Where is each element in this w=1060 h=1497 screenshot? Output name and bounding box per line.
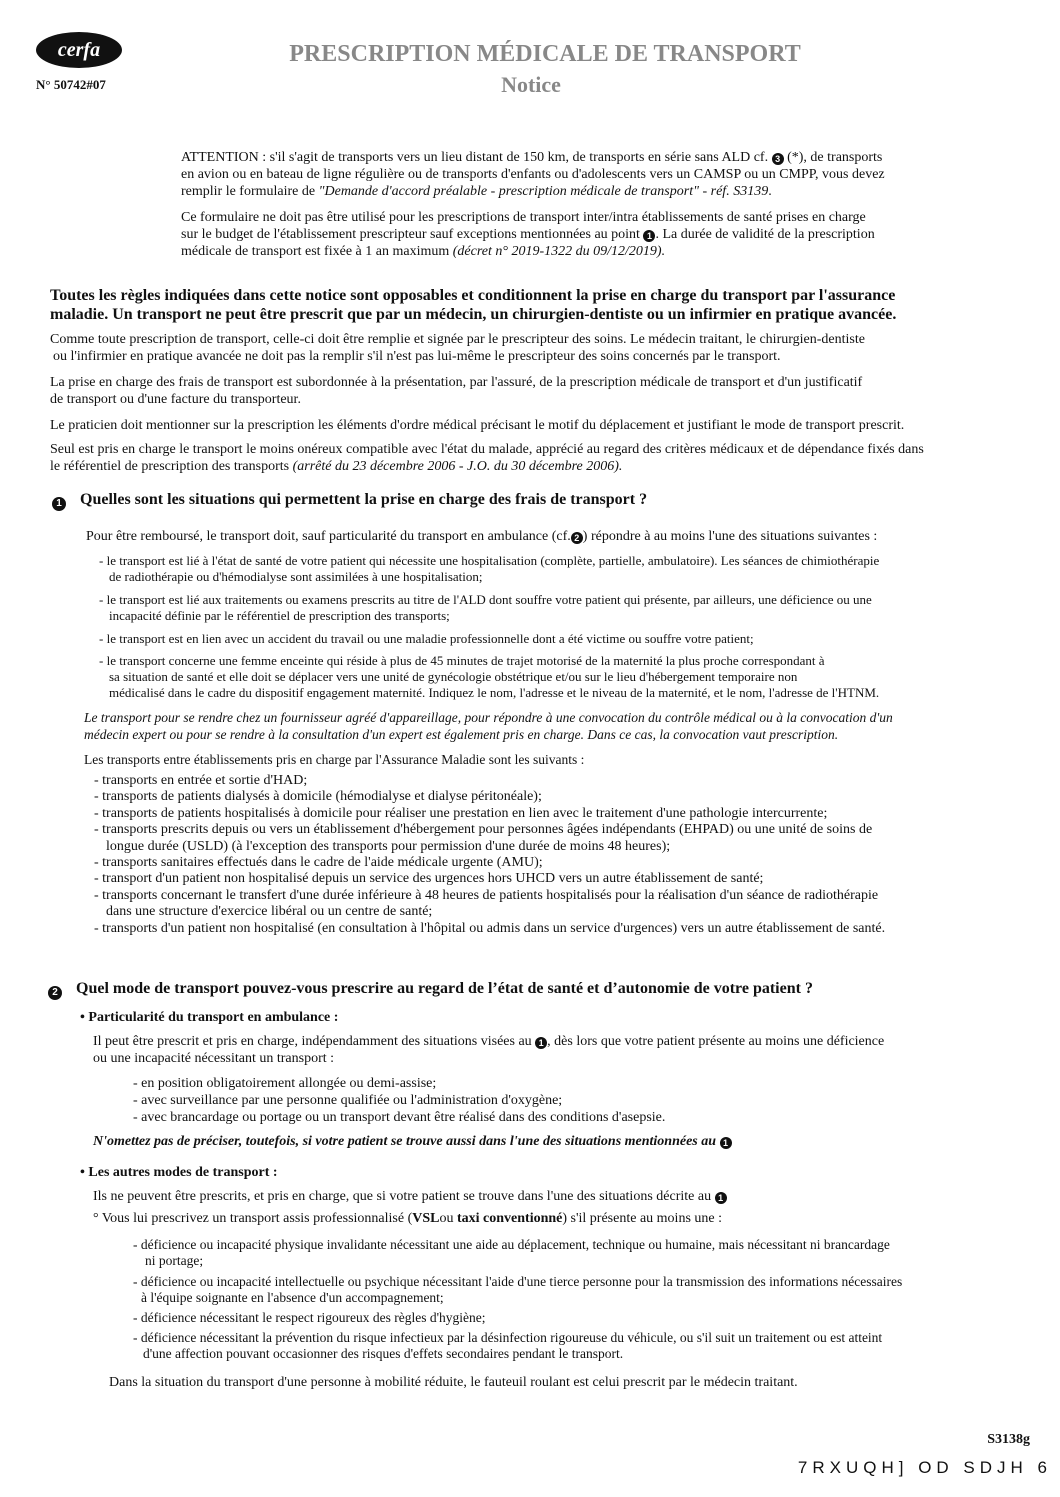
- form-reference-code: S3138g: [987, 1432, 1030, 1447]
- rules-text: le référentiel de prescription des transports: [50, 459, 290, 474]
- rules-text: Le praticien doit mentionner sur la prescription les éléments d'ordre médical précisant le motif du déplacement et justifiant le mode de transport prescrit.: [50, 418, 905, 433]
- ambulance-text: Il peut être prescrit et pris en charge, indépendamment des situations visées au: [93, 1034, 532, 1049]
- section-1-intro: [86, 528, 1036, 545]
- cerfa-number: N° 50742#07: [36, 77, 106, 92]
- rules-text: Seul est pris en charge le transport le moins onéreux compatible avec l'état du malade, apprécié au regard des critères médicaux et de dépendance fixés dans: [50, 442, 924, 457]
- other-modes-text: ou: [439, 1211, 454, 1226]
- attention-text: (*), de transports: [787, 150, 883, 165]
- rules-paragraph-3: [50, 417, 1040, 434]
- marker-2-icon: 2: [571, 532, 583, 544]
- list-item: - déficience nécessitant le respect rigoureux des règles d'hygiène;: [133, 1310, 486, 1325]
- bullet-icon: •: [80, 1010, 85, 1025]
- list-item: - avec surveillance par une personne qualifiée ou l'administration d'oxygène;: [133, 1093, 563, 1108]
- wheelchair-note: Dans la situation du transport d'une personne à mobilité réduite, le fauteuil roulant est celui prescrit par le médecin traitant.: [109, 1375, 798, 1390]
- list-item: - transports d'un patient non hospitalisé (en consultation à l'hôpital ou admis dans un service d'urgences) vers un autre établissement de santé.: [94, 920, 886, 936]
- list-item: - en position obligatoirement allongée ou demi-assise;: [133, 1076, 437, 1091]
- decree-reference: (décret n° 2019-1322 du 09/12/2019).: [452, 244, 666, 259]
- taxi-label: taxi conventionné: [457, 1211, 563, 1226]
- section-1-title: Quelles sont les situations qui permettent la prise en charge des frais de transport ?: [80, 491, 648, 508]
- list-item: incapacité définie par le référentiel de prescription des transports;: [109, 608, 450, 623]
- form-usage-text: sur le budget de l'établissement prescripteur sauf exceptions mentionnées au point: [181, 227, 640, 242]
- ambulance-list: [133, 1075, 1033, 1126]
- between-establishments-list: [94, 773, 1014, 937]
- list-item: - le transport concerne une femme enceinte qui réside à plus de 45 minutes de trajet motorisé de la maternité la plus proche correspondant à: [99, 653, 825, 668]
- marker-3-icon: 3: [772, 153, 784, 165]
- rules-text: Comme toute prescription de transport, celle-ci doit être remplie et signée par le prescripteur des soins. Le médecin traitant, le chirurgien-dentiste: [50, 332, 865, 347]
- section-2-heading: [48, 981, 1048, 1000]
- list-item: sa situation de santé et elle doit se déplacer vers une unité de gynécologie obstétrique et/ou sur le lieu d'hébergement temporaire non: [109, 669, 798, 684]
- other-modes-text: Ils ne peuvent être prescrits, et pris en charge, que si votre patient se trouve dans l'une des situations décrite au: [93, 1189, 712, 1204]
- deficiency-list: [133, 1237, 1013, 1362]
- attention-text: en avion ou en bateau de ligne régulière ou de transports d'enfants ou d'adolescents vers un CAMSP ou un CMPP, vous devez: [181, 167, 885, 182]
- bullet-icon: •: [80, 1165, 85, 1180]
- cerfa-logo: cerfa: [36, 32, 122, 68]
- attention-text: ATTENTION : s'il s'agit de transports vers un lieu distant de 150 km, de transports en série sans ALD cf.: [181, 150, 769, 165]
- list-item: - transports de patients hospitalisés à domicile pour réaliser une prestation en lien avec le traitement d'une pathologie intercurrente;: [94, 805, 828, 821]
- ambulance-heading: [80, 1010, 980, 1026]
- list-item: - déficience ou incapacité physique invalidante nécessitant une aide au déplacement, technique ou humaine, mais nécessitant ni brancardage: [133, 1237, 890, 1252]
- section-1-number-icon: 1: [52, 497, 66, 511]
- ambulance-text: ou une incapacité nécessitant un transport :: [93, 1051, 335, 1066]
- list-item: - transport d'un patient non hospitalisé depuis un service des urgences hors UHCD vers un autre établissement de santé;: [94, 871, 764, 887]
- form-usage-text: médicale de transport est fixée à 1 an maximum: [181, 244, 450, 259]
- situations-list: [99, 553, 1019, 701]
- section-2-number-icon: 2: [48, 986, 62, 1000]
- marker-1-icon: 1: [535, 1037, 547, 1049]
- ambulance-description: [93, 1033, 1033, 1067]
- list-item: - transports sanitaires effectués dans le cadre de l'aide médicale urgente (AMU);: [94, 855, 543, 871]
- rules-paragraph-4: [50, 441, 1040, 475]
- between-establishments-intro: Les transports entre établissements pris en charge par l'Assurance Maladie sont les suivants :: [84, 752, 585, 767]
- list-item: médicalisé dans le cadre du dispositif engagement maternité. Indiquez le nom, l'adresse et le niveau de la maternité, et le nom, l'adresse de l'HTNM.: [109, 685, 880, 700]
- section-1-intro-text: ) répondre à au moins l'une des situations suivantes :: [582, 529, 878, 544]
- section-2-title: Quel mode de transport pouvez-vous prescrire au regard de l’état de santé et d’autonomie de votre patient ?: [76, 980, 813, 997]
- attention-paragraph: [181, 149, 1001, 200]
- list-item: - transports prescrits depuis ou vers un établissement d'hébergement pour personnes âgées indépendants (EHPAD) ou une unité de soins de: [94, 822, 873, 838]
- other-modes-text: ) s'il présente au moins une :: [562, 1211, 722, 1226]
- list-item: - le transport est lié à l'état de santé de votre patient qui nécessite une hospitalisation (complète, partielle, ambulatoire). Les séances de chimiothérapie: [99, 553, 880, 568]
- section-1-intro-text: Pour être remboursé, le transport doit, sauf particularité du transport en ambulance (cf.: [86, 529, 571, 544]
- attention-text: .: [768, 184, 772, 199]
- list-item: longue durée (USLD) (à l'exception des transports pour permission d'une durée de moins 48 heures);: [106, 838, 671, 854]
- section-1-italic-note: [84, 709, 1034, 743]
- ambulance-note: [93, 1134, 1033, 1150]
- ambulance-text: , dès lors que votre patient présente au moins une déficience: [547, 1034, 885, 1049]
- list-item: - transports concernant le transfert d'une durée inférieure à 48 heures de patients hospitalisés pour la réalisation d'un séance de radiothérapie: [94, 887, 879, 903]
- form-usage-paragraph: [181, 209, 1001, 260]
- other-modes-text: ° Vous lui prescrivez un transport assis professionnalisé (: [93, 1211, 413, 1226]
- marker-1-icon: 1: [715, 1192, 727, 1204]
- list-item: de radiothérapie ou d'hémodialyse sont assimilées à une hospitalisation;: [109, 569, 483, 584]
- form-reference: "Demande d'accord préalable - prescription médicale de transport" - réf. S3139: [318, 184, 769, 199]
- italic-note-line: médecin expert ou pour se rendre à la consultation d'un expert est également pris en charge. Dans ce cas, la convocation vaut prescription.: [84, 727, 839, 742]
- ambulance-heading-text: Particularité du transport en ambulance :: [88, 1010, 339, 1025]
- rules-heading: [50, 286, 1040, 324]
- rules-text: La prise en charge des frais de transport est subordonnée à la présentation, par l'assuré, de la prescription médicale de transport et d'un justificatif: [50, 375, 863, 390]
- other-modes-description: [93, 1188, 1033, 1227]
- italic-note-line: Le transport pour se rendre chez un fournisseur agréé d'appareillage, pour répondre à une convocation du contrôle médical ou à la convocation d'un: [84, 710, 893, 725]
- rules-text: ou l'infirmier en pratique avancée ne doit pas la remplir s'il n'est pas lui-même le prescripteur des soins concernés par le transport.: [53, 349, 781, 364]
- ambulance-note-text: N'omettez pas de préciser, toutefois, si votre patient se trouve aussi dans l'une des situations mentionnées au: [93, 1134, 717, 1149]
- list-item: - transports de patients dialysés à domicile (hémodialyse et dialyse péritonéale);: [94, 789, 542, 805]
- section-1-heading: [52, 492, 1042, 511]
- marker-1-icon: 1: [720, 1137, 732, 1149]
- page-footer-text: 7RXUQH] OD SDJH 6: [797, 1458, 1052, 1477]
- list-item: - déficience ou incapacité intellectuelle ou psychique nécessitant l'aide d'une tierce personne pour la transmission des informations nécessaires: [133, 1274, 903, 1289]
- list-item: dans une structure d'exercice libéral ou un centre de santé;: [106, 904, 433, 920]
- rules-heading-line: maladie. Un transport ne peut être prescrit que par un médecin, un chirurgien-dentiste ou un infirmier en pratique avancée.: [50, 306, 897, 323]
- rules-paragraph-2: [50, 374, 1040, 408]
- list-item: - déficience nécessitant la prévention du risque infectieux par la désinfection rigoureuse du véhicule, ou s'il suit un traitement ou est atteint: [133, 1330, 883, 1345]
- form-usage-text: . La durée de validité de la prescription: [655, 227, 875, 242]
- list-item: - le transport est lié aux traitements ou examens prescrits au titre de l'ALD dont souffre votre patient qui présente, par ailleurs, une déficience ou une: [99, 592, 872, 607]
- marker-1-icon: 1: [643, 230, 655, 242]
- list-item: - transports en entrée et sortie d'HAD;: [94, 773, 308, 788]
- list-item: d'une affection pouvant occasionner des risques d'effets secondaires pendant le transport.: [143, 1346, 624, 1361]
- list-item: - le transport est en lien avec un accident du travail ou une maladie professionnelle dont a été victime ou souffre votre patient;: [99, 631, 754, 646]
- form-usage-text: Ce formulaire ne doit pas être utilisé pour les prescriptions de transport inter/intra établissements de santé prises en charge: [181, 210, 866, 225]
- vsl-label: VSL: [412, 1211, 440, 1226]
- page-title: PRESCRIPTION MÉDICALE DE TRANSPORT: [289, 41, 801, 67]
- list-item: à l'équipe soignante en l'absence d'un accompagnement;: [141, 1290, 444, 1305]
- decree-reference: (arrêté du 23 décembre 2006 - J.O. du 30 décembre 2006).: [292, 459, 623, 474]
- rules-paragraph-1: [50, 331, 1040, 365]
- rules-text: de transport ou d'une facture du transporteur.: [50, 392, 301, 407]
- other-modes-heading-text: Les autres modes de transport :: [88, 1165, 278, 1180]
- list-item: - avec brancardage ou portage ou un transport devant être réalisé dans des conditions d'asepsie.: [133, 1110, 666, 1125]
- list-item: ni portage;: [145, 1253, 204, 1268]
- attention-text: remplir le formulaire de: [181, 184, 316, 199]
- rules-heading-line: Toutes les règles indiquées dans cette notice sont opposables et conditionnent la prise en charge du transport par l'assurance: [50, 287, 896, 304]
- page-subtitle: Notice: [501, 72, 561, 97]
- other-modes-heading: [80, 1165, 980, 1181]
